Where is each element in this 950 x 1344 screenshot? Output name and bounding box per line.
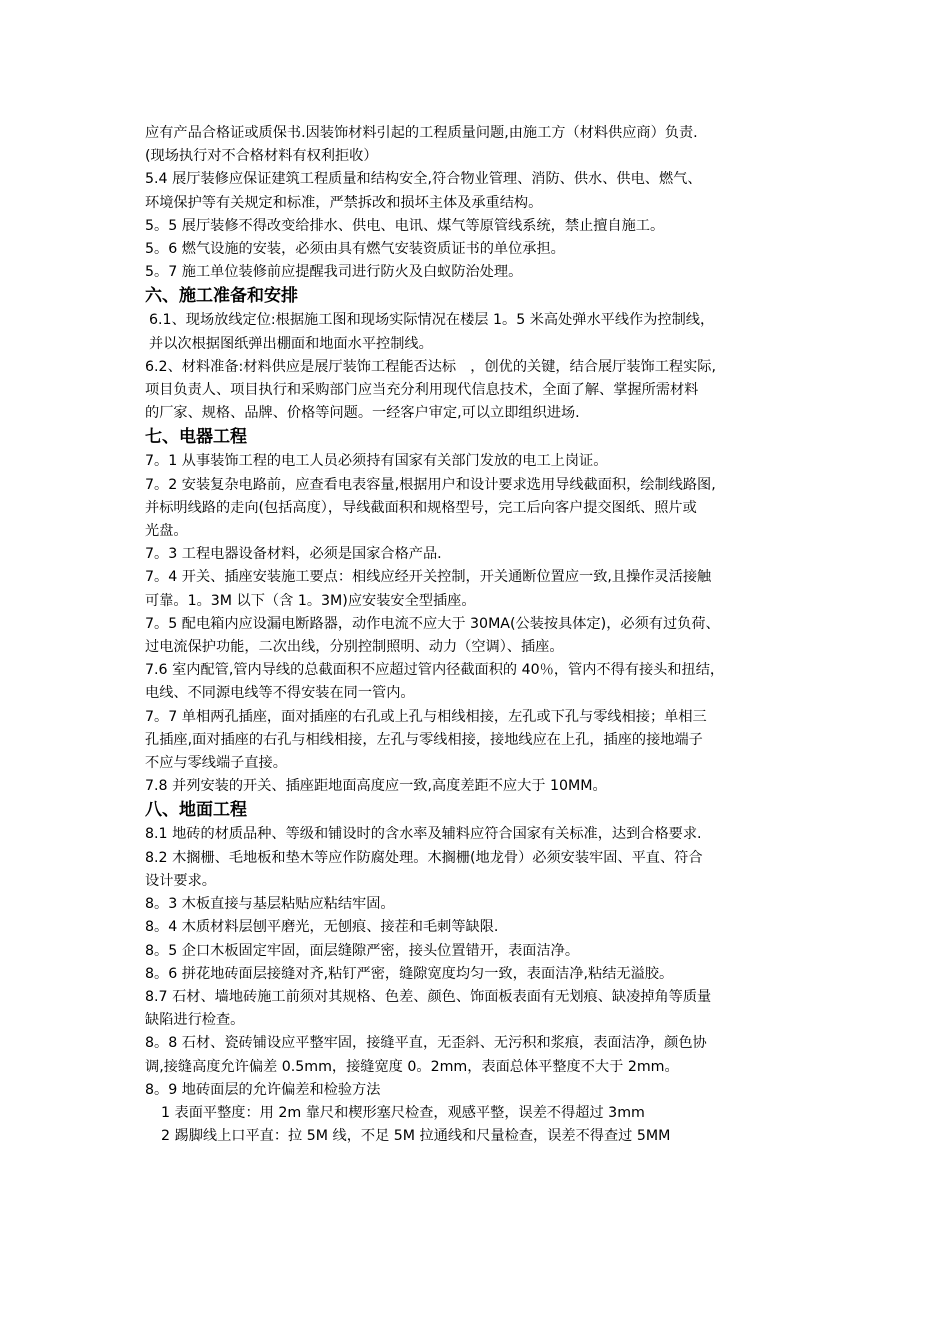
paragraph-line: 2 踢脚线上口平直：拉 5M 线，不足 5M 拉通线和尺量检查，误差不得查过 5MM (161, 1128, 671, 1145)
paragraph-line: 6.1、现场放线定位:根据施工图和现场实际情况在楼层 1。5 米高处弹水平线作为控制线， (149, 312, 715, 329)
paragraph-line: 8。9 地砖面层的允许偏差和检验方法 (145, 1081, 381, 1098)
paragraph-line: 缺陷进行检查。 (145, 1012, 245, 1029)
paragraph-line: 并以次根据图纸弹出棚面和地面水平控制线。 (149, 335, 433, 352)
paragraph-line: 7.8 并列安装的开关、插座距地面高度应一致,高度差距不应大于 10MM。 (145, 778, 607, 795)
paragraph-line: 8.7 石材、墙地砖施工前须对其规格、色差、颜色、饰面板表面有无划痕、缺凌掉角等质量 (145, 988, 712, 1005)
section-heading: 七、电器工程 (145, 427, 247, 448)
paragraph-line: 7。5 配电箱内应设漏电断路器，动作电流不应大于 30MA(公装按具体定)，必须有过负荷、 (145, 615, 720, 632)
paragraph-line: 7。2 安装复杂电路前，应查看电表容量,根据用户和设计要求选用导线截面积，绘制线路图, (145, 476, 716, 493)
paragraph-line: 调,接缝高度允许偏差 0.5mm，接缝宽度 0。2mm，表面总体平整度不大于 2mm。 (145, 1058, 679, 1075)
paragraph-line: 光盘。 (145, 523, 188, 540)
paragraph-line: 8。4 木质材料层刨平磨光，无刨痕、接茬和毛刺等缺限. (145, 919, 499, 936)
section-heading: 八、地面工程 (145, 800, 247, 821)
paragraph-line: 孔插座,面对插座的右孔与相线相接，左孔与零线相接，接地线应在上孔，插座的接地端子 (145, 731, 703, 748)
paragraph-line: 不应与零线端子直接。 (145, 755, 287, 772)
paragraph-line: 环境保护等有关规定和标准，严禁拆改和损坏主体及承重结构。 (145, 194, 543, 211)
paragraph-line: 设计要求。 (145, 872, 216, 889)
paragraph-line: 过电流保护功能，二次出线，分别控制照明、动力（空调）、插座。 (145, 639, 564, 656)
paragraph-line: 7。7 单相两孔插座，面对插座的右孔或上孔与相线相接，左孔或下孔与零线相接；单相三 (145, 708, 707, 725)
paragraph-line: 1 表面平整度：用 2m 靠尺和楔形塞尺检查，观感平整，误差不得超过 3mm (161, 1104, 645, 1121)
paragraph-line: 并标明线路的走向(包括高度），导线截面积和规格型号，完工后向客户提交图纸、照片或 (145, 499, 697, 516)
paragraph-line: 6.2、材料准备:材料供应是展厅装饰工程能否达标 ，创优的关键，结合展厅装饰工程实际, (145, 358, 716, 375)
paragraph-line: 8。5 企口木板固定牢固，面层缝隙严密，接头位置错开，表面洁净。 (145, 942, 580, 959)
paragraph-line: 5.4 展厅装修应保证建筑工程质量和结构安全,符合物业管理、消防、供水、供电、燃气、 (145, 171, 702, 188)
paragraph-line: 7。4 开关、插座安装施工要点：相线应经开关控制，开关通断位置应一致,且操作灵活接触 (145, 569, 712, 586)
paragraph-line: 8。3 木板直接与基层粘贴应粘结牢固。 (145, 896, 395, 913)
paragraph-line: 项目负责人、项目执行和采购部门应当充分利用现代信息技术，全面了解、掌握所需材料 (145, 382, 699, 399)
paragraph-line: 5。6 燃气设施的安装，必须由具有燃气安装资质证书的单位承担。 (145, 241, 565, 258)
paragraph-line: 的厂家、规格、品牌、价格等问题。一经客户审定,可以立即组织进场. (145, 405, 580, 422)
section-heading: 六、施工准备和安排 (145, 286, 298, 307)
paragraph-line: 可靠。1。3M 以下（含 1。3M)应安装安全型插座。 (145, 592, 476, 609)
paragraph-line: 电线、不同源电线等不得安装在同一管内。 (145, 685, 415, 702)
paragraph-line: (现场执行对不合格材料有权利拒收） (145, 148, 378, 165)
paragraph-line: 8.2 木搁栅、毛地板和垫木等应作防腐处理。木搁栅(地龙骨）必须安装牢固、平直、符合 (145, 849, 703, 866)
paragraph-line: 8.1 地砖的材质品种、等级和铺设时的含水率及辅料应符合国家有关标准，达到合格要求. (145, 826, 702, 843)
paragraph-line: 应有产品合格证或质保书.因装饰材料引起的工程质量问题,由施工方（材料供应商）负责. (145, 125, 698, 141)
paragraph-line: 7.6 室内配管,管内导线的总截面积不应超过管内径截面积的 40％，管内不得有接头和扭结， (145, 662, 725, 679)
paragraph-line: 5。5 展厅装修不得改变给排水、供电、电讯、煤气等原管线系统，禁止擅自施工。 (145, 217, 665, 234)
paragraph-line: 7。3 工程电器设备材料，必须是国家合格产品. (145, 546, 442, 563)
paragraph-line: 8。6 拼花地砖面层接缝对齐,粘钉严密，缝隙宽度均匀一致，表面洁净,粘结无溢胶。 (145, 965, 674, 982)
paragraph-line: 5。7 施工单位装修前应提醒我司进行防火及白蚁防治处理。 (145, 264, 523, 281)
paragraph-line: 8。8 石材、瓷砖铺设应平整牢固，接缝平直，无歪斜、无污积和浆痕，表面洁净，颜色协 (145, 1035, 707, 1052)
paragraph-line: 7。1 从事装饰工程的电工人员必须持有国家有关部门发放的电工上岗证。 (145, 453, 608, 470)
document-page (145, 122, 825, 1148)
